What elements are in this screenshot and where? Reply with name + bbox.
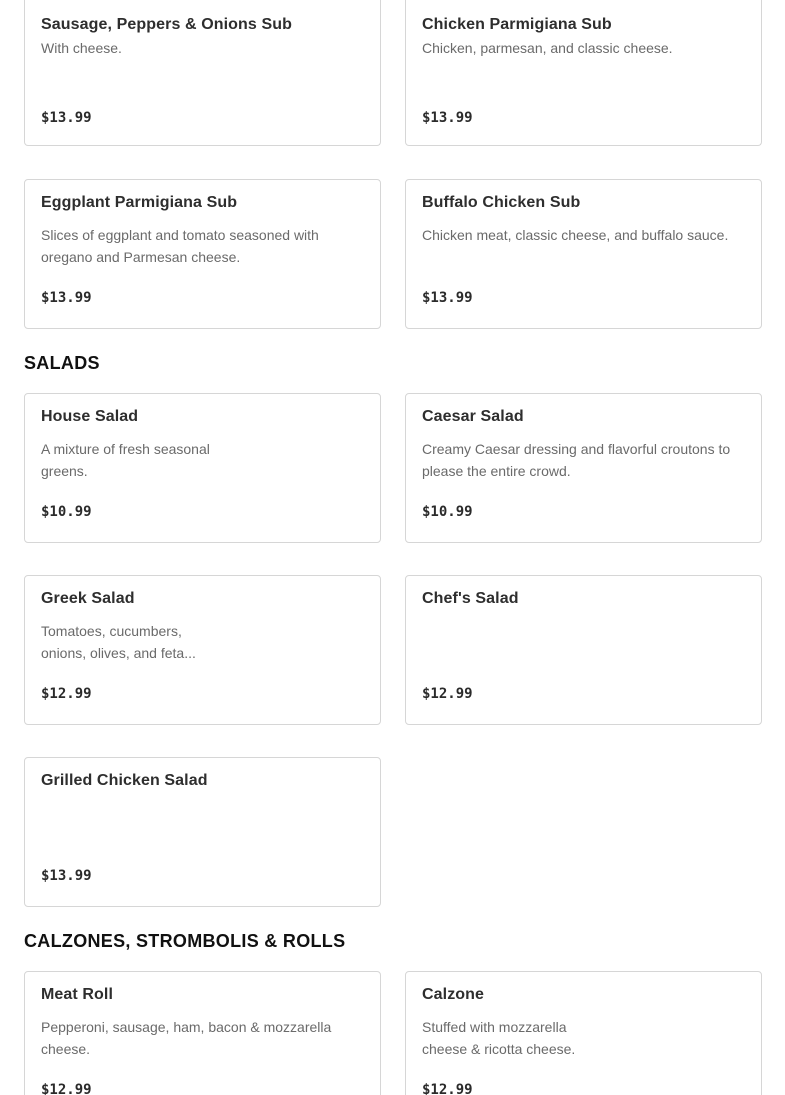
menu-item-card[interactable] (24, 971, 381, 1095)
menu-item-name: Buffalo Chicken Sub (422, 194, 581, 211)
menu-item-card[interactable] (24, 179, 381, 329)
menu-item-price: $13.99 (422, 110, 473, 126)
menu-item-description: Stuffed with mozzarella cheese & ricotta cheese. (422, 1019, 576, 1057)
menu-item-description: Chicken meat, classic cheese, and buffalo sauce. (422, 227, 729, 243)
menu-item-price: $10.99 (422, 504, 473, 520)
menu-item-name: Sausage, Peppers & Onions Sub (41, 16, 292, 33)
menu-item-name: Greek Salad (41, 590, 135, 607)
menu-item-price: $12.99 (41, 1082, 92, 1095)
menu-item-name: Chicken Parmigiana Sub (422, 16, 612, 33)
menu-item-card[interactable] (405, 971, 762, 1095)
menu-item-card[interactable] (24, 757, 381, 907)
menu-item-name: Calzone (422, 986, 485, 1003)
menu-item-description: Pepperoni, sausage, ham, bacon & mozzarella cheese. (41, 1019, 332, 1057)
menu-item-description: Slices of eggplant and tomato seasoned with oregano and Parmesan cheese. (41, 227, 319, 265)
menu-item-price: $13.99 (41, 290, 92, 306)
menu-item-price: $13.99 (422, 290, 473, 306)
menu-item-card[interactable] (24, 575, 381, 725)
menu-item-name: Meat Roll (41, 986, 114, 1003)
menu-item-price: $12.99 (422, 1082, 473, 1095)
menu-item-card[interactable] (405, 575, 762, 725)
menu-item-price: $13.99 (41, 868, 92, 884)
menu-item-name: Caesar Salad (422, 408, 524, 425)
menu-item-name: Chef's Salad (422, 590, 519, 607)
menu-item-price: $12.99 (422, 686, 473, 702)
menu-item-price: $10.99 (41, 504, 92, 520)
menu-item-description: Creamy Caesar dressing and flavorful croutons to please the entire crowd. (422, 441, 731, 479)
menu-item-card[interactable] (405, 179, 762, 329)
menu-item-price: $13.99 (41, 110, 92, 126)
menu-item-description: Tomatoes, cucumbers, onions, olives, and feta... (41, 623, 196, 661)
menu-item-card[interactable] (24, 393, 381, 543)
section-heading-salads: SALADS (24, 353, 100, 373)
menu-item-name: Grilled Chicken Salad (41, 772, 208, 789)
menu-item-name: House Salad (41, 408, 139, 425)
menu-item-description: Chicken, parmesan, and classic cheese. (422, 40, 673, 56)
menu-item-card[interactable] (405, 0, 762, 146)
menu-item-price: $12.99 (41, 686, 92, 702)
menu-item-description: With cheese. (41, 40, 122, 56)
menu-item-card[interactable] (405, 393, 762, 543)
menu-item-card[interactable] (24, 0, 381, 146)
menu-item-description: A mixture of fresh seasonal greens. (41, 441, 210, 479)
menu-item-name: Eggplant Parmigiana Sub (41, 194, 238, 211)
section-heading-calzones: CALZONES, STROMBOLIS & ROLLS (24, 931, 346, 951)
